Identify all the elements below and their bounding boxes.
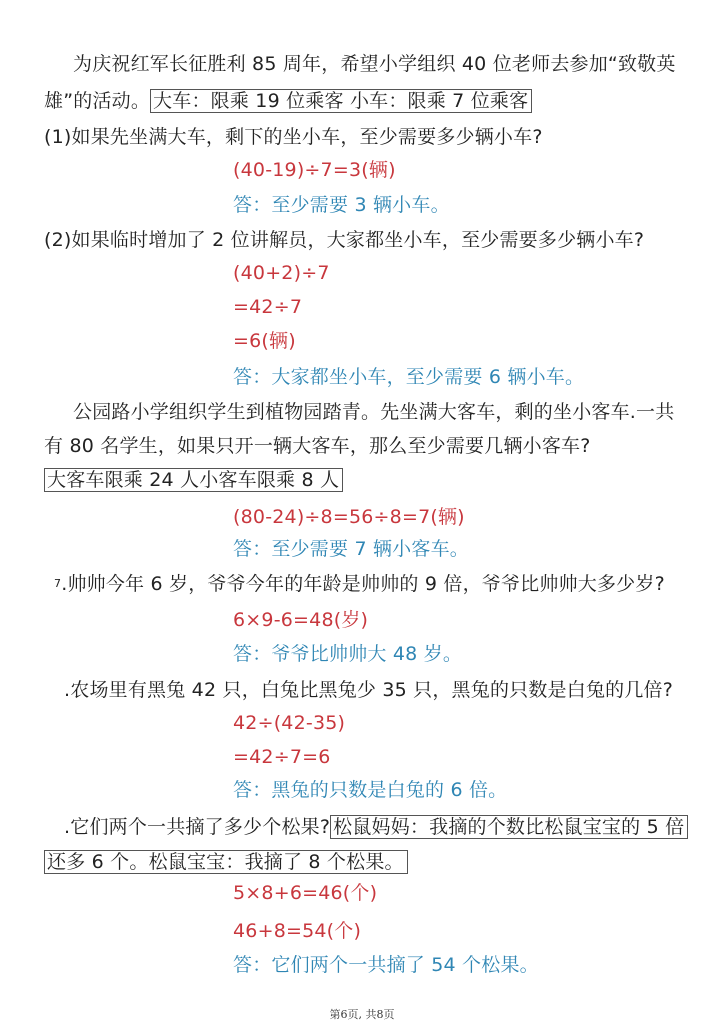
- boxed-info: 大车：限乘 19 位乘客 小车：限乘 7 位乘客: [150, 89, 532, 113]
- question-line: 公园路小学组织学生到植物园踏青。先坐满大客车，剩的坐小客车.一共: [73, 401, 675, 423]
- work-line: =42÷7=6: [233, 746, 331, 768]
- question-line: [54, 570, 665, 598]
- answer-line: 答：至少需要 7 辆小客车。: [233, 538, 469, 560]
- question-line: [44, 87, 532, 115]
- question-text: 雄”的活动。: [44, 90, 151, 112]
- answer-line: 答：爷爷比帅帅大 48 岁。: [233, 643, 463, 665]
- work-line: 6×9-6=48(岁): [233, 609, 369, 631]
- answer-line: 答：它们两个一共摘了 54 个松果。: [233, 954, 539, 976]
- page-indicator: 第6页, 共8页: [329, 1008, 395, 1021]
- work-line: (40+2)÷7: [233, 262, 330, 284]
- question-line: 有 80 名学生，如果只开一辆大客车，那么至少需要几辆小客车?: [44, 435, 591, 457]
- boxed-info-row: [44, 848, 408, 876]
- boxed-info: 大客车限乘 24 人小客车限乘 8 人: [44, 468, 343, 492]
- problem-number-fragment: 7: [54, 577, 62, 590]
- question-line: .农场里有黑兔 42 只，白兔比黑兔少 35 只，黑兔的只数是白兔的几倍?: [64, 679, 674, 701]
- boxed-info: 松鼠妈妈：我摘的个数比松鼠宝宝的 5 倍: [330, 815, 688, 839]
- part-question: (2)如果临时增加了 2 位讲解员，大家都坐小车，至少需要多少辆小车?: [44, 229, 645, 251]
- question-line: 为庆祝红军长征胜利 85 周年，希望小学组织 40 位老师去参加“致敬英: [73, 53, 676, 75]
- question-text: .它们两个一共摘了多少个松果?: [64, 816, 331, 838]
- boxed-info-row: [44, 466, 343, 494]
- work-line: =6(辆): [233, 330, 296, 352]
- answer-line: 答：黑兔的只数是白兔的 6 倍。: [233, 779, 508, 801]
- work-line: 42÷(42-35): [233, 712, 346, 734]
- boxed-info: 还多 6 个。松鼠宝宝：我摘了 8 个松果。: [44, 850, 408, 874]
- work-line: 5×8+6=46(个): [233, 882, 378, 904]
- question-text: .帅帅今年 6 岁，爷爷今年的年龄是帅帅的 9 倍，爷爷比帅帅大多少岁?: [61, 573, 665, 595]
- work-line: 46+8=54(个): [233, 920, 362, 942]
- part-question: (1)如果先坐满大车，剩下的坐小车，至少需要多少辆小车?: [44, 126, 543, 148]
- answer-line: 答：大家都坐小车，至少需要 6 辆小车。: [233, 366, 585, 388]
- work-line: (80-24)÷8=56÷8=7(辆): [233, 506, 465, 528]
- work-line: =42÷7: [233, 296, 303, 318]
- question-line: [64, 813, 688, 841]
- work-line: (40-19)÷7=3(辆): [233, 159, 396, 181]
- answer-line: 答：至少需要 3 辆小车。: [233, 194, 450, 216]
